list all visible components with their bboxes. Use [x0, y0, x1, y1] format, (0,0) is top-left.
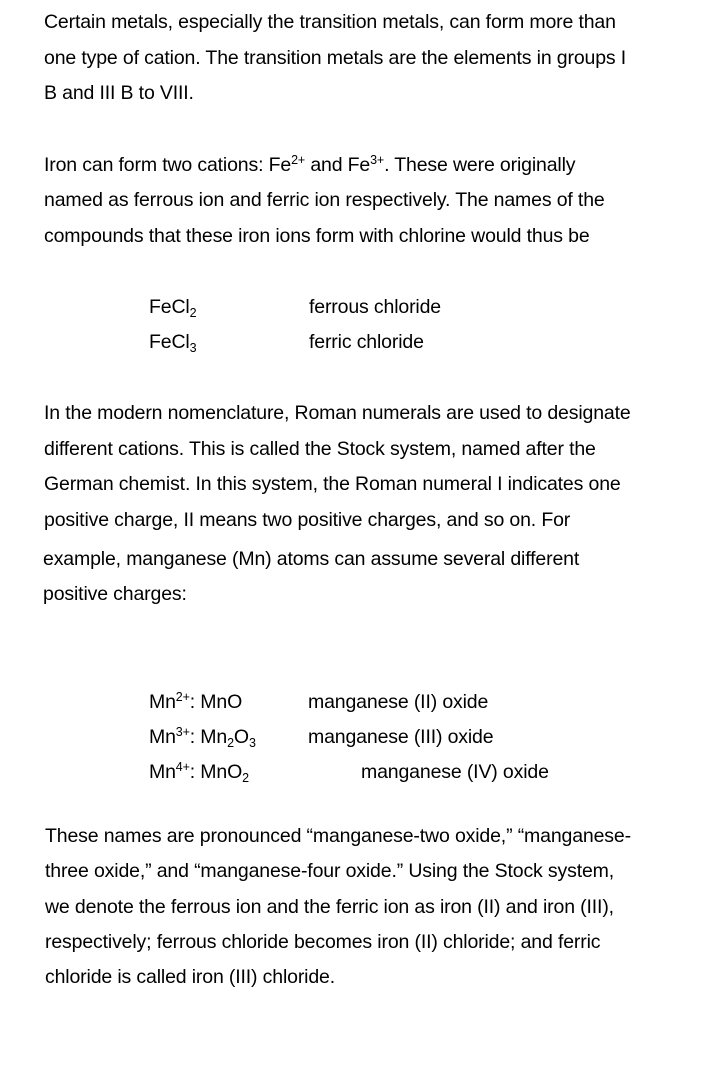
formula-subscript: 3: [189, 341, 197, 355]
paragraph-3-line: positive charges:: [43, 583, 187, 605]
paragraph-4-line: respectively; ferrous chloride becomes iron (II) chloride; and ferric: [45, 931, 601, 953]
ion-formula: [149, 726, 256, 749]
formula: [149, 296, 196, 319]
ion-charge: 4+: [175, 760, 190, 774]
paragraph-4-line: three oxide,” and “manganese-four oxide.” Using the Stock system,: [45, 860, 615, 882]
ion-formula: [149, 691, 242, 714]
paragraph-2-line: compounds that these iron ions form with chlorine would thus be: [44, 225, 590, 247]
text-run: . These were originally: [384, 154, 576, 176]
ion-symbol: Mn: [149, 761, 176, 783]
formula-part: O: [233, 726, 249, 748]
paragraph-4-line: chloride is called iron (III) chloride.: [45, 966, 336, 988]
paragraph-3-line: different cations. This is called the Stock system, named after the: [44, 438, 596, 460]
compound-name: manganese (III) oxide: [308, 726, 494, 748]
compound-name: manganese (IV) oxide: [361, 761, 549, 783]
formula: [149, 331, 196, 354]
paragraph-4-line: These names are pronounced “manganese-two oxide,” “manganese-: [45, 825, 631, 847]
separator: :: [189, 761, 201, 783]
ion-formula: [149, 761, 249, 784]
paragraph-3-line: example, manganese (Mn) atoms can assume several different: [43, 548, 580, 570]
ion-charge: 2+: [291, 153, 306, 167]
paragraph-4-line: we denote the ferrous ion and the ferric ion as iron (II) and iron (III),: [45, 896, 614, 918]
paragraph-3-line: In the modern nomenclature, Roman numerals are used to designate: [44, 402, 631, 424]
paragraph-2-line: named as ferrous ion and ferric ion respectively. The names of the: [44, 189, 605, 211]
formula-part: MnO: [200, 761, 243, 783]
ion-charge: 3+: [370, 153, 385, 167]
compound-name: manganese (II) oxide: [308, 691, 489, 713]
text-run: Iron can form two cations: Fe: [44, 154, 292, 176]
formula-subscript: 3: [248, 736, 256, 750]
compound-name: ferrous chloride: [309, 296, 441, 318]
paragraph-3-line: positive charge, II means two positive charges, and so on. For: [44, 509, 571, 531]
formula-part: Mn: [200, 726, 228, 748]
formula-subscript: 2: [227, 736, 234, 750]
formula-part: MnO: [200, 691, 243, 713]
compound-name: ferric chloride: [309, 331, 424, 353]
paragraph-1-line: Certain metals, especially the transition metals, can form more than: [44, 11, 616, 33]
separator: :: [189, 726, 201, 748]
separator: :: [189, 691, 201, 713]
ion-symbol: Mn: [149, 726, 176, 748]
ion-charge: 3+: [175, 725, 190, 739]
paragraph-1-line: B and III B to VIII.: [44, 82, 194, 104]
text-run: and Fe: [305, 154, 371, 176]
paragraph-2-line: [44, 154, 575, 177]
formula-base: FeCl: [149, 296, 190, 318]
ion-symbol: Mn: [149, 691, 176, 713]
paragraph-1-line: one type of cation. The transition metals are the elements in groups I: [44, 47, 627, 69]
paragraph-3-line: German chemist. In this system, the Roman numeral I indicates one: [44, 473, 621, 495]
formula-subscript: 2: [242, 771, 249, 785]
ion-charge: 2+: [175, 690, 190, 704]
formula-subscript: 2: [189, 306, 197, 320]
formula-base: FeCl: [149, 331, 190, 353]
